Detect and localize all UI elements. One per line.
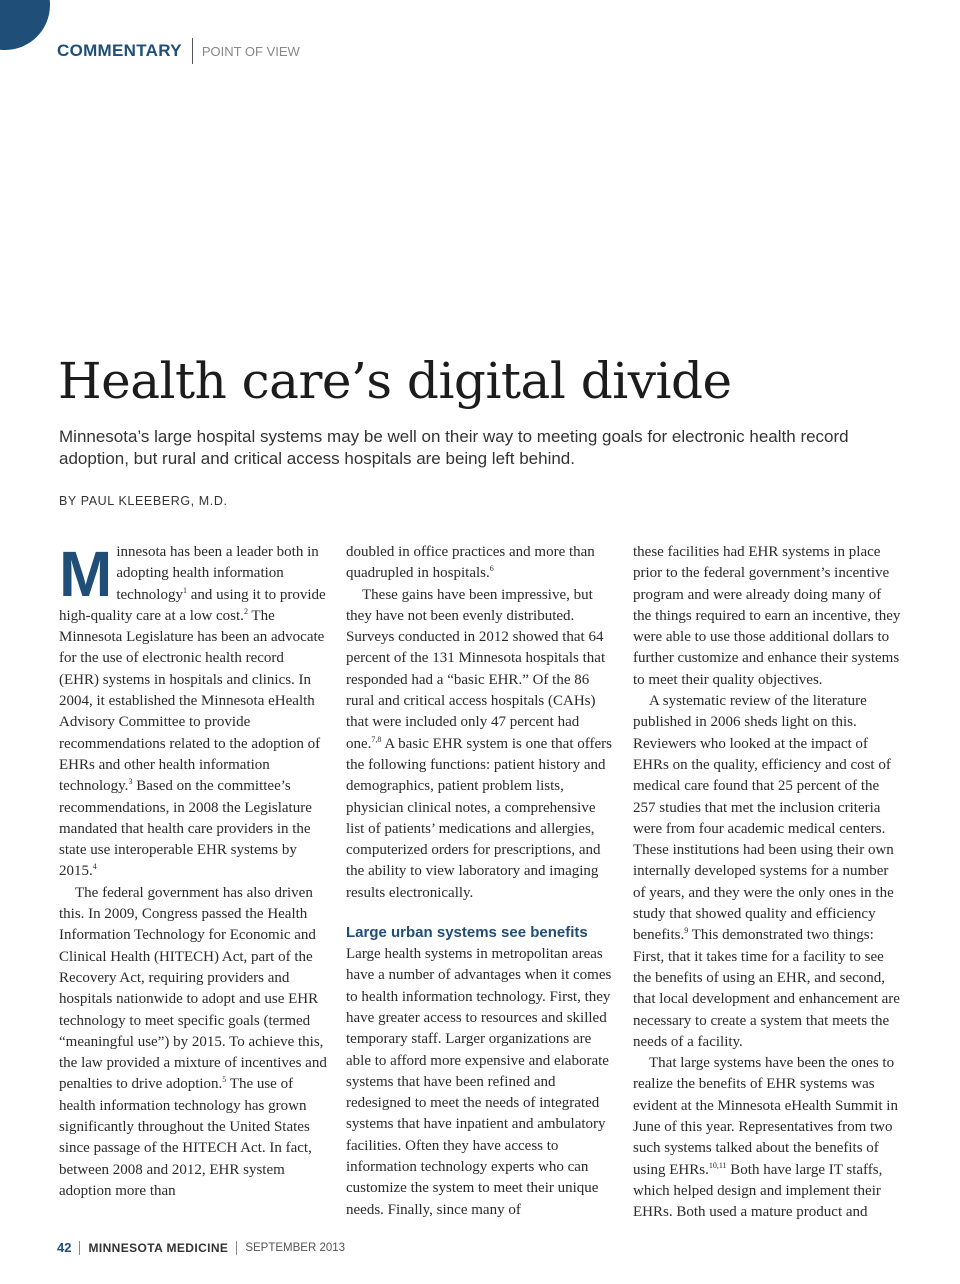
page-footer [57, 1240, 345, 1255]
paragraph: Minnesota has been a leader both in adopting health information technology$^1$ and using it to provide high-quality care at a low cost.$^2$ The Minnesota Legislature has been an advocate for the use of electronic health record (EHR) systems in hospitals and clinics. In 2004, it established the Minnesota eHealth Advisory Committee to provide recommendations related to the adoption of EHRs and other health information technology.$^3$ Based on the committee’s recommendations, in 2008 the Legislature mandated that health care providers in the state use interoperable EHR systems by 2015.$^4$ [59, 538, 326, 880]
paragraph: doubled in office practices and more than quadrupled in hospitals.$^6$ [346, 544, 595, 582]
footer-divider [79, 1241, 80, 1255]
subsection-label: POINT OF VIEW [201, 43, 300, 59]
section-subhead: Large urban systems see benefits [346, 924, 588, 942]
column-3 [633, 542, 901, 1224]
page-number: 42 [57, 1240, 72, 1255]
article-title: Health care’s digital divide [58, 352, 732, 410]
issue-date: SEPTEMBER 2013 [245, 1241, 346, 1254]
page-header [57, 38, 300, 64]
drop-cap: M [59, 538, 113, 610]
footer-divider [236, 1241, 237, 1255]
column-1 [59, 538, 327, 1202]
paragraph: That large systems have been the ones to realize the benefits of EHR systems was evident at the Minnesota eHealth Summit in June of this year. Representatives from two such systems talked about the benefits of using EHRs.$^{10,11}$ Both have large IT staffs, which helped design and implement their EHRs. Both used a mature product and [633, 1055, 898, 1221]
magazine-name: MINNESOTA MEDICINE [88, 1240, 229, 1255]
byline: BY PAUL KLEEBERG, M.D. [59, 494, 228, 508]
paragraph: These gains have been impressive, but they have not been evenly distributed. Surveys conducted in 2012 showed that 64 percent of the 131 Minnesota hospitals that responded had a “basic EHR.” Of the 86 rural and critical access hospitals (CAHs) that were included only 47 percent had one.$^{7,8}$ A basic EHR system is one that offers the following functions: patient history and demographics, patient problem lists, physician clinical notes, a comprehensive list of patients’ medications and allergies, computerized orders for prescriptions, and the ability to view laboratory and imaging results electronically. [346, 586, 612, 901]
paragraph: these facilities had EHR systems in place prior to the federal government’s incentive program and were already doing many of the things required to earn an incentive, they were able to use those additional dollars to further customize and enhance their systems to meet their quality objectives. [633, 544, 901, 688]
paragraph: Large health systems in metropolitan areas have a number of advantages when it comes to health information technology. First, they have greater access to resources and skilled temporary staff. Larger organizations are able to afford more expensive and elaborate systems that have been refined and redesigned to meet the needs of integrated systems that have inpatient and ambulatory facilities. Often they have access to information technology experts who can customize the system to meet their unique needs. Finally, since many of [346, 946, 612, 1218]
corner-decoration [0, 0, 50, 50]
paragraph: A systematic review of the literature published in 2006 sheds light on this. Reviewers who looked at the impact of EHRs on the quality, efficiency and cost of medical care found that 25 percent of the 257 studies that met the inclusion criteria were from four academic medical centers. These institutions had been using their own internally developed systems for a number of years, and they were the only ones in the study that showed quality and efficiency benefits.$^9$ This demonstrated two things: First, that it takes time for a facility to see the benefits of using an EHR, and second, that local development and enhancement are necessary to create a system that meets the needs of a facility. [633, 693, 900, 1050]
column-2 [346, 542, 614, 1221]
section-label: COMMENTARY [57, 41, 182, 60]
paragraph: The federal government has also driven this. In 2009, Congress passed the Health Information Technology for Economic and Clinical Health (HITECH) Act, part of the Recovery Act, requiring providers and hospitals nationwide to adopt and use EHR technology to meet specific goals (termed “meaningful use”) by 2015. To achieve this, the law provided a mixture of incentives and penalties to drive adoption.$^5$ The use of health information technology has grown significantly throughout the United States since passage of the HITECH Act. In fact, between 2008 and 2012, EHR system adoption more than [59, 884, 327, 1199]
article-deck: Minnesota’s large hospital systems may be well on their way to meeting goals for electronic health record adoption, but rural and critical access hospitals are being left behind. [59, 427, 849, 468]
header-divider [192, 38, 193, 64]
